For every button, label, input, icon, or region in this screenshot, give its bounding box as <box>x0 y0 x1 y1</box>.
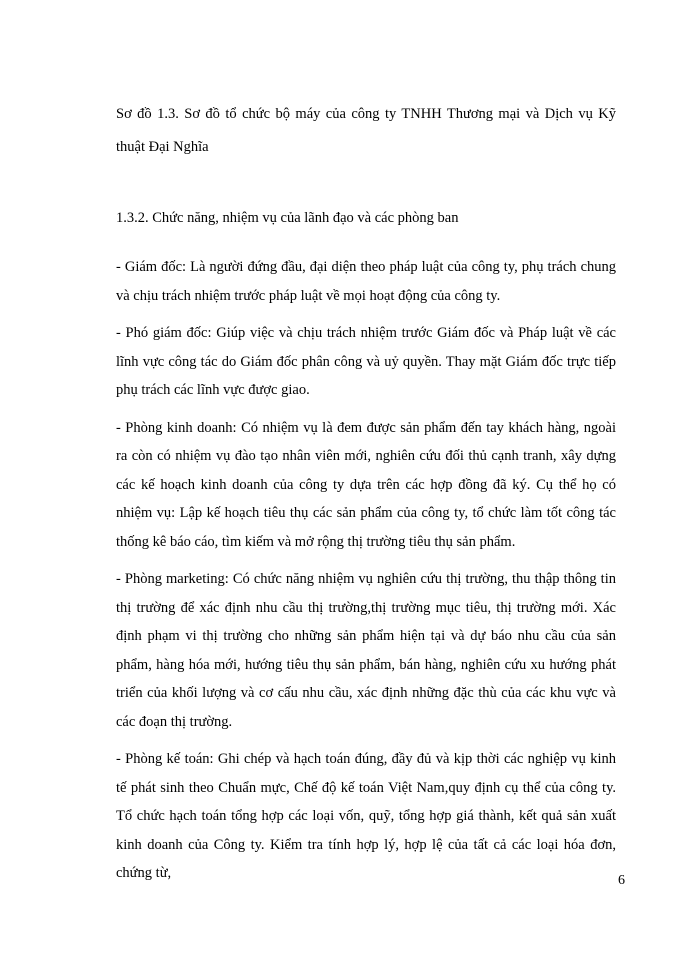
paragraph-sales-department: - Phòng kinh doanh: Có nhiệm vụ là đem được sản phẩm đến tay khách hàng, ngoài ra còn có nhiệm vụ đào tạo nhân viên mới, nghiên cứu đối thủ cạnh tranh, xây dựng các kế hoạch kinh doanh của công ty dựa trên các hợp đồng đã ký. Cụ thể họ có nhiệm vụ: Lập kế hoạch tiêu thụ các sản phẩm của công ty, tổ chức làm tốt công tác thống kê báo cáo, tìm kiếm và mở rộng thị trường tiêu thụ sản phẩm. <box>116 419 616 550</box>
section-body <box>116 202 616 897</box>
paragraph-marketing-department: - Phòng marketing: Có chức năng nhiệm vụ nghiên cứu thị trường, thu thập thông tin thị trường để xác định nhu cầu thị trường,thị trường mục tiêu, thị trường mới. Xác định phạm vi thị trường cho những sản phẩm hiện tại và dự báo nhu cầu của sản phẩm, hàng hóa mới, hướng tiêu thụ sản phẩm, bán hàng, nghiên cứu xu hướng phát triển của khối lượng và cơ cấu nhu cầu, xác định những đặc thù của các khu vực và các đoạn thị trường. <box>116 571 616 730</box>
figure-caption: Sơ đồ 1.3. Sơ đồ tổ chức bộ máy của công ty TNHH Thương mại và Dịch vụ Kỹ thuật Đại Nghĩa <box>116 106 616 155</box>
section-heading: 1.3.2. Chức năng, nhiệm vụ của lãnh đạo và các phòng ban <box>116 210 459 226</box>
paragraph-director: - Giám đốc: Là người đứng đầu, đại diện theo pháp luật của công ty, phụ trách chung và chịu trách nhiệm trước pháp luật về mọi hoạt động của công ty. <box>116 259 616 304</box>
paragraph-deputy-director: - Phó giám đốc: Giúp việc và chịu trách nhiệm trước Giám đốc và Pháp luật về các lĩnh vực công tác do Giám đốc phân công và uỷ quyền. Thay mặt Giám đốc trực tiếp phụ trách các lĩnh vực được giao. <box>116 325 616 398</box>
page-number: 6 <box>618 873 625 888</box>
paragraph-accounting-department: - Phòng kế toán: Ghi chép và hạch toán đúng, đầy đủ và kịp thời các nghiệp vụ kinh tế phát sinh theo Chuẩn mực, Chế độ kế toán Việt Nam,quy định cụ thể của công ty. Tổ chức hạch toán tổng hợp các loại vốn, quỹ, tổng hợp giá thành, kết quả sản xuất kinh doanh của Công ty. Kiểm tra tính hợp lý, hợp lệ của tất cả các loại hóa đơn, chứng từ, <box>116 751 616 881</box>
